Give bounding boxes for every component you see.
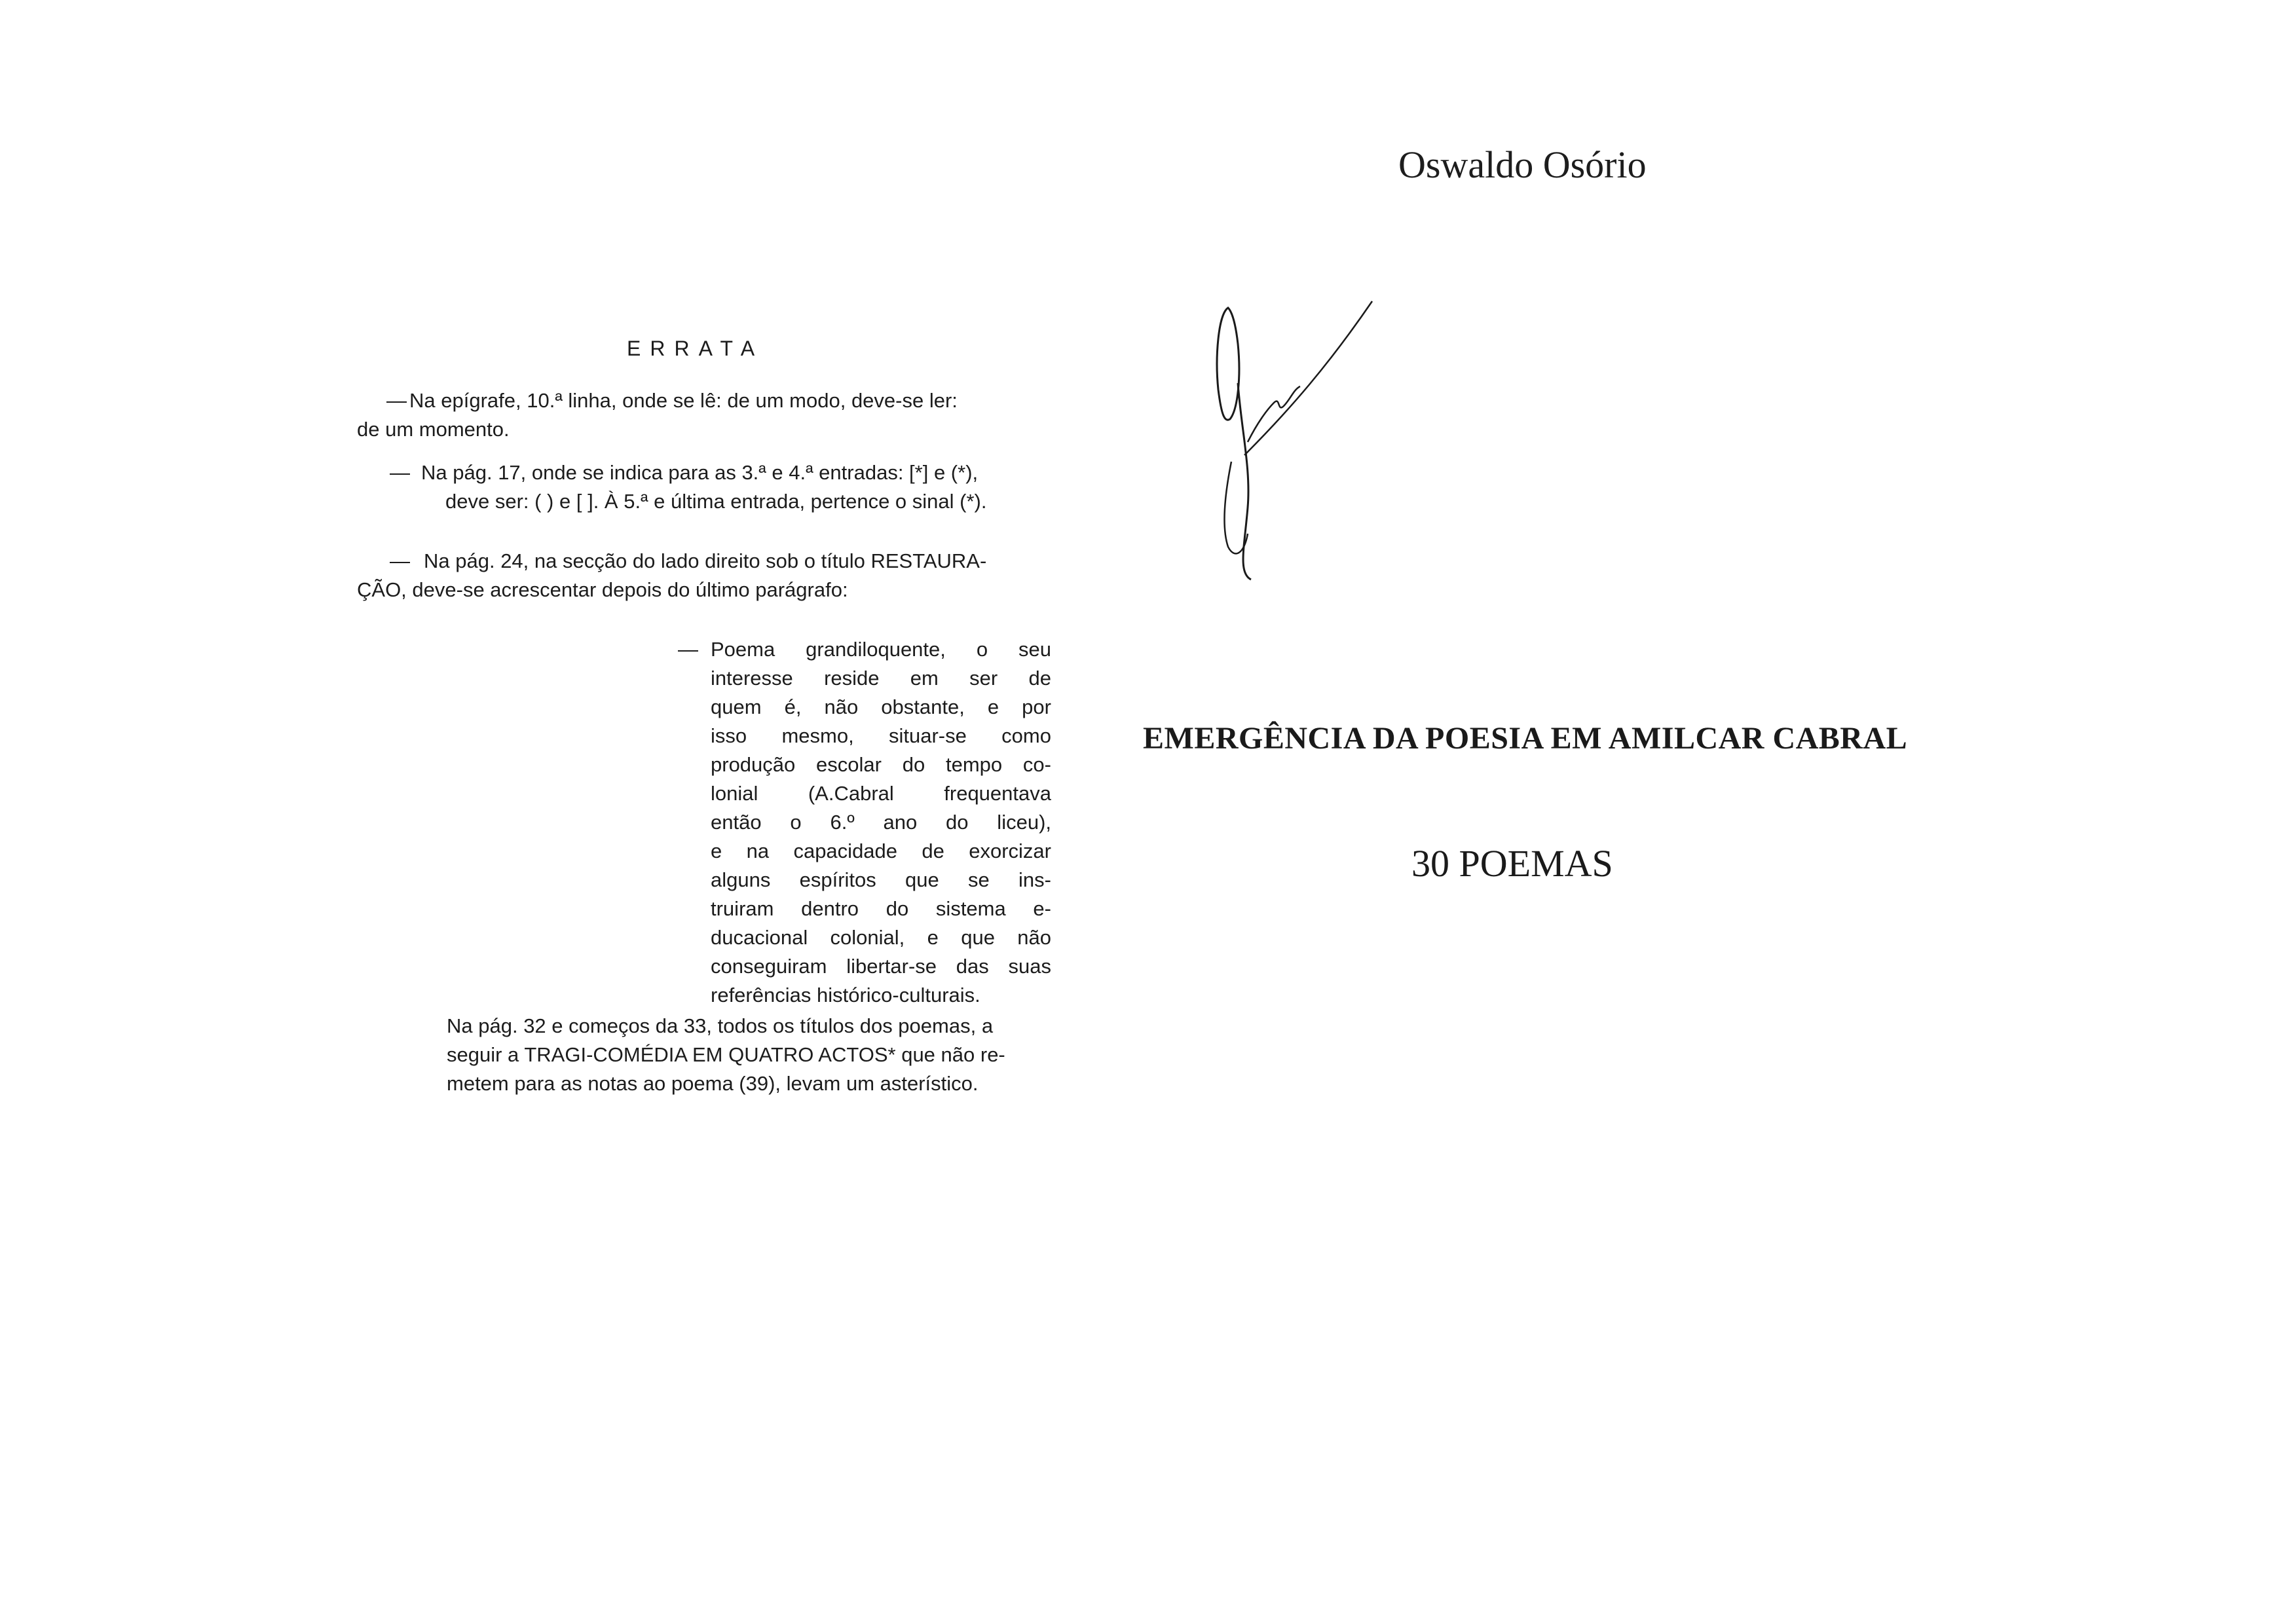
errata-entry-1-line-1 [357, 386, 1077, 415]
quote-line: produção escolar do tempo co- [711, 753, 1051, 776]
quote-line: ducacional colonial, e que não [711, 926, 1051, 949]
entry-dash: — [390, 549, 410, 572]
errata-entry-3-line-1 [357, 547, 1077, 576]
errata-entry-2-line-1 [357, 458, 1077, 487]
errata-entry-1 [357, 386, 1077, 444]
title-page [1113, 0, 2295, 1624]
quote-line: interesse reside em ser de [711, 667, 1051, 690]
errata-entry-1-line-2: de um momento. [357, 418, 510, 441]
author-name: Oswaldo Osório [1398, 143, 1647, 186]
errata-entry-2-line-2: deve ser: ( ) e [ ]. À 5.ª e última entrada, pertence o sinal (*). [445, 490, 987, 513]
quote-line: alguns espíritos que se ins- [711, 868, 1051, 891]
entry-text: Na pág. 17, onde se indica para as 3.ª e 4.ª entradas: [*] e (*), [421, 461, 979, 484]
errata-entry-4-line-2: seguir a TRAGI-COMÉDIA EM QUATRO ACTOS* que não re- [447, 1043, 1005, 1066]
quote-line: e na capacidade de exorcizar [711, 840, 1051, 862]
quote-line: Poema grandiloquente, o seu [711, 638, 1051, 661]
errata-entry-2 [357, 458, 1077, 516]
handwritten-signature [1212, 298, 1382, 586]
entry-dash: — [386, 389, 407, 412]
quote-line: isso mesmo, situar-se como [711, 724, 1051, 747]
book-subtitle: 30 POEMAS [1411, 842, 1613, 885]
quote-line: conseguiram libertar-se das suas [711, 955, 1051, 978]
errata-quote-block [678, 635, 1051, 1010]
entry-dash: — [390, 461, 410, 484]
quote-dash: — [678, 638, 698, 661]
errata-entry-3-line-2: ÇÃO, deve-se acrescentar depois do último parágrafo: [357, 578, 848, 601]
errata-entry-4-line-3: metem para as notas ao poema (39), levam um asterístico. [447, 1072, 979, 1095]
entry-text: Na epígrafe, 10.ª linha, onde se lê: de um modo, deve-se ler: [409, 389, 958, 412]
errata-entry-4 [447, 1012, 1102, 1098]
quote-line: referências histórico-culturais. [711, 984, 980, 1006]
book-title: EMERGÊNCIA DA POESIA EM AMILCAR CABRAL [1143, 721, 1908, 756]
quote-line: lonial (A.Cabral frequentava [711, 782, 1051, 805]
quote-line: quem é, não obstante, e por [711, 695, 1051, 718]
entry-text: Na pág. 24, na secção do lado direito sob o título RESTAURA- [424, 549, 987, 572]
errata-title: ERRATA [627, 337, 764, 360]
quote-line: truiram dentro do sistema e- [711, 897, 1051, 920]
errata-entry-4-line-1: Na pág. 32 e começos da 33, todos os títulos dos poemas, a [447, 1014, 994, 1037]
quote-line: então o 6.º ano do liceu), [711, 811, 1051, 834]
errata-entry-3 [357, 547, 1077, 604]
